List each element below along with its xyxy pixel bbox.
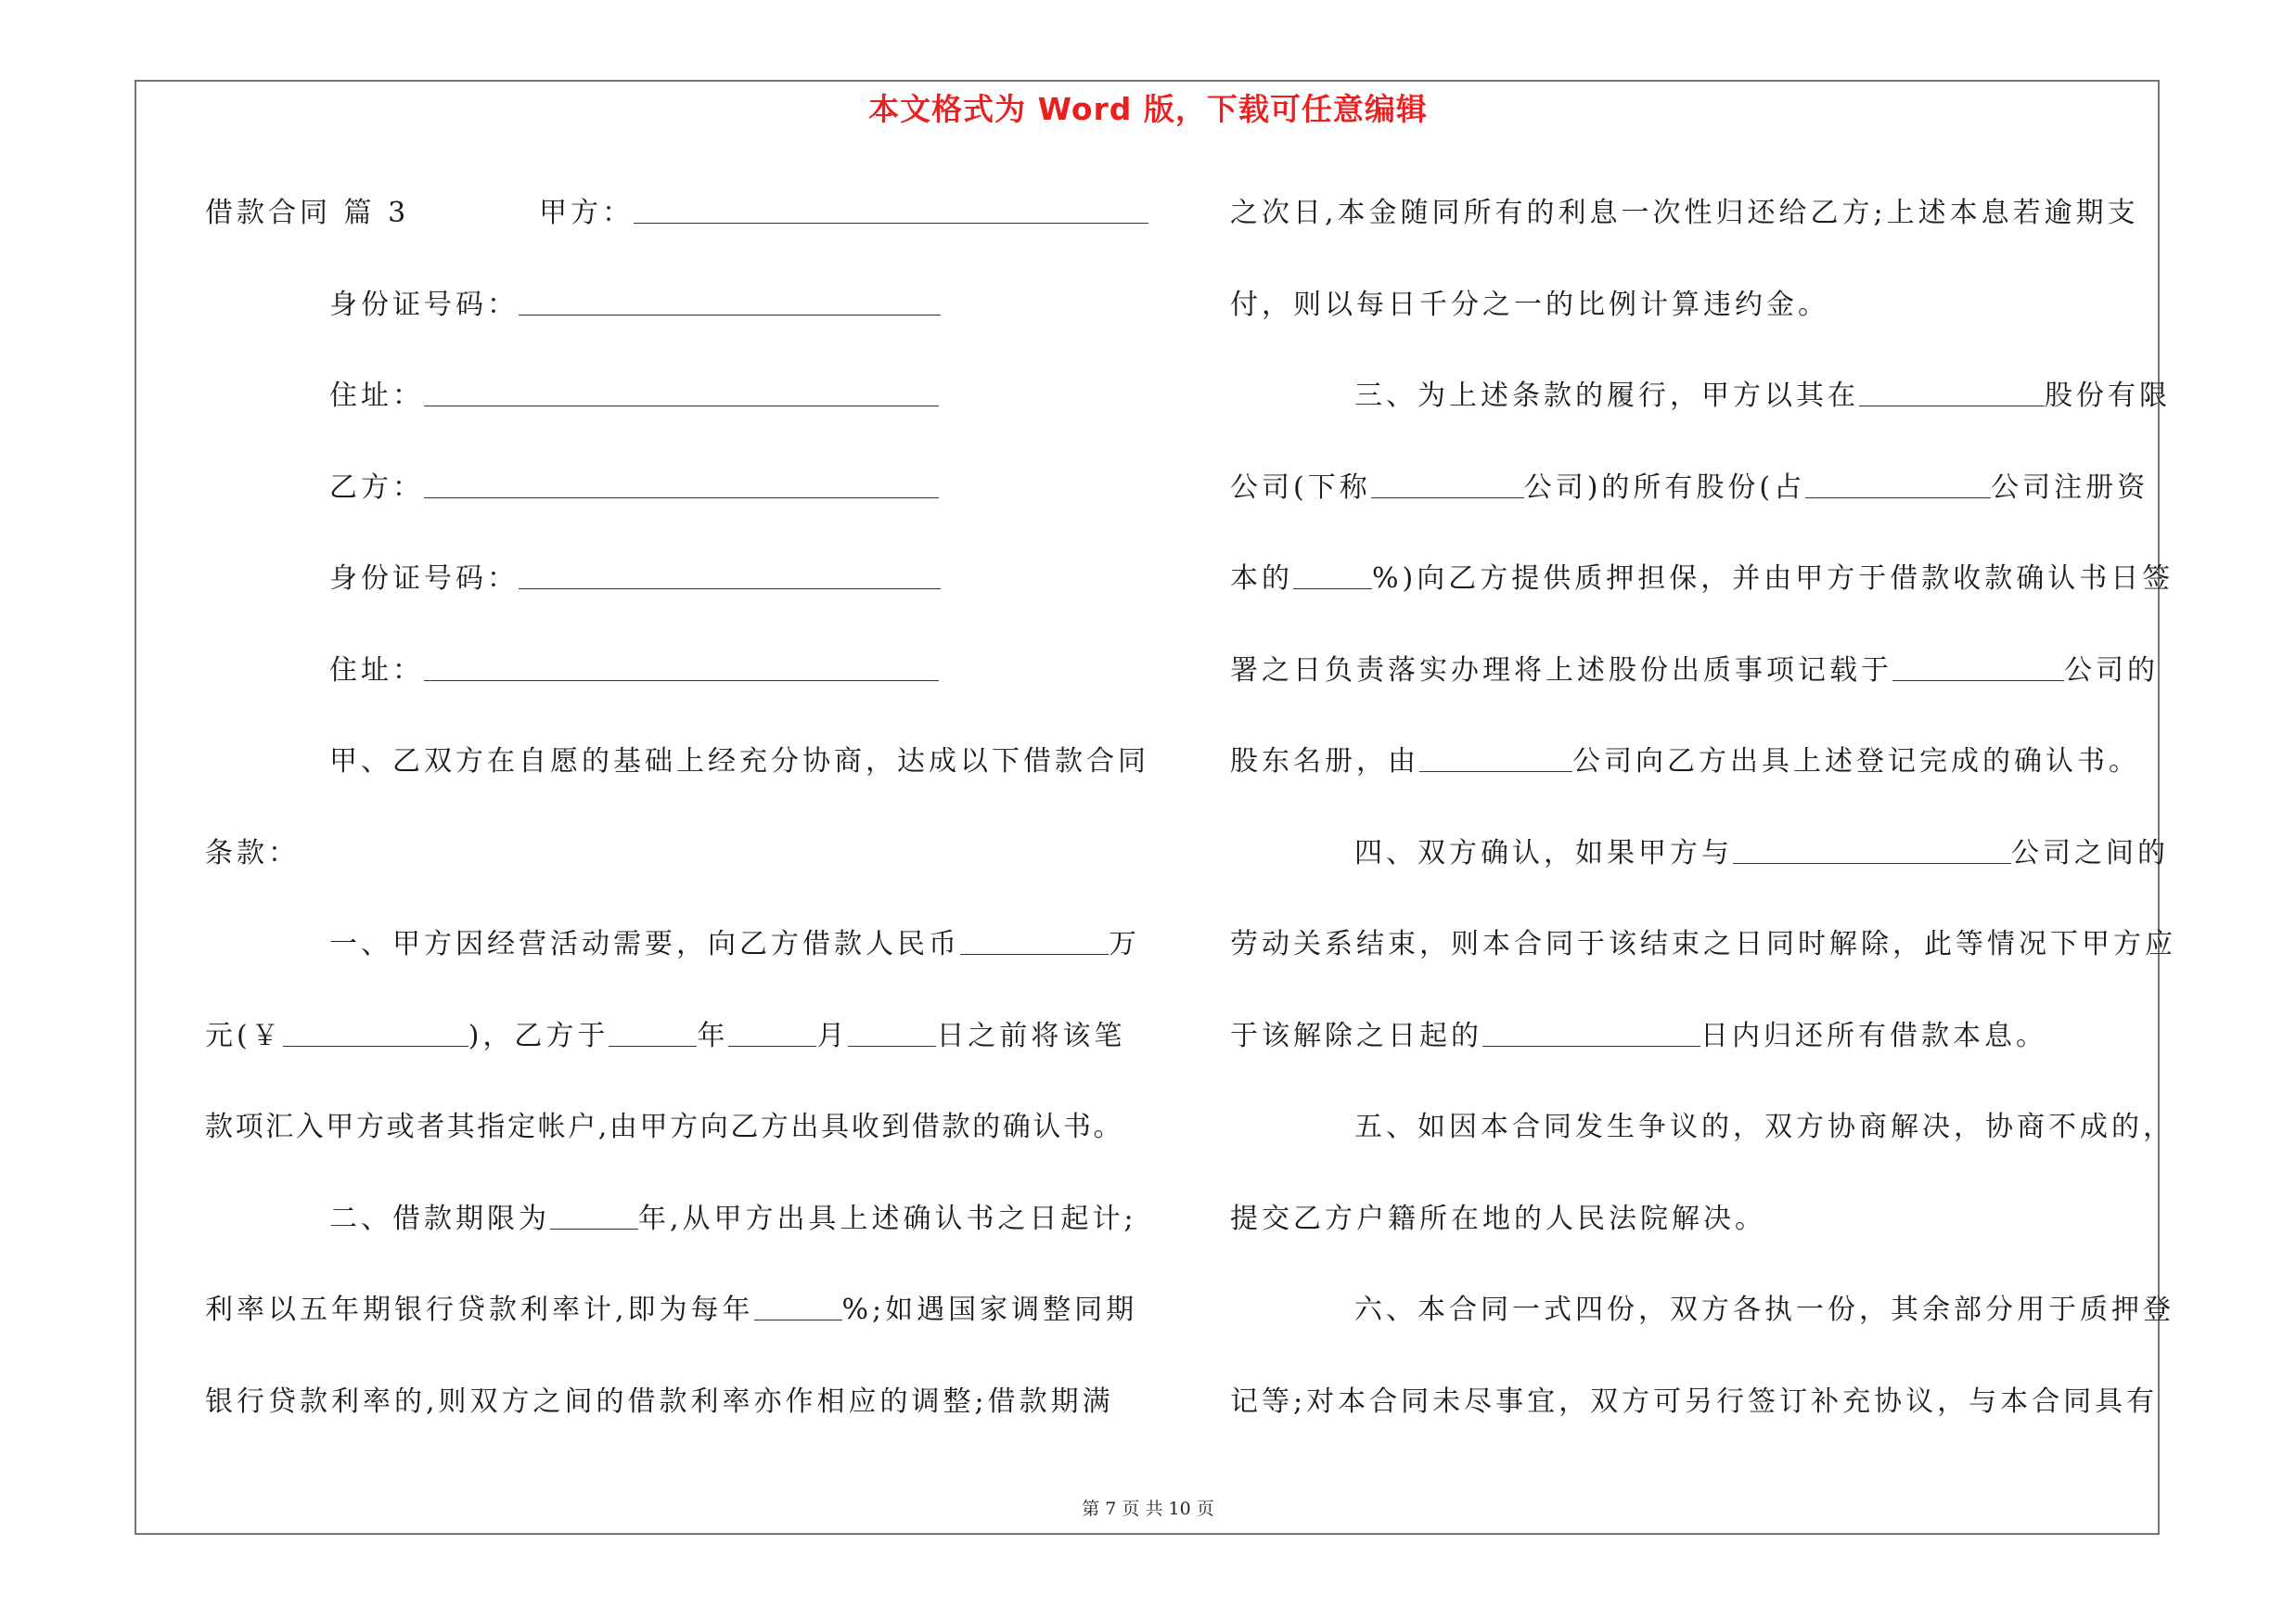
clause-3-line [1230, 725, 2158, 817]
share-company-blank [1805, 475, 1991, 498]
text-segment: 公司(下称 [1230, 470, 1371, 504]
year-blank [609, 1024, 697, 1047]
line-party-b [205, 451, 1133, 543]
paragraph-line: 付，则以每日千分之一的比例计算违约金。 [1230, 288, 1829, 321]
text-segment: )，乙方于 [468, 1019, 609, 1052]
text-segment: 公司)的所有股份(占 [1523, 470, 1806, 504]
day-blank [848, 1024, 936, 1047]
paragraph-line: 条款： [205, 836, 300, 869]
text-segment: 股东名册，由 [1230, 745, 1419, 778]
text-segment: 日之前将该笔 [936, 1019, 1126, 1052]
employer-company-blank [1733, 841, 2011, 864]
text-segment: 万 [1109, 928, 1140, 960]
id-a-label: 身份证号码： [329, 288, 519, 321]
clause-2-line [205, 1182, 1137, 1274]
amount-number-blank [283, 1024, 468, 1047]
text-segment: 年,从甲方出具上述确认书之日起计; [638, 1202, 1137, 1235]
id-a-blank [519, 292, 941, 316]
party-a-label: 甲方： [539, 197, 635, 229]
text-segment: 月 [816, 1019, 849, 1052]
paragraph-line: 之次日,本金随同所有的利息一次性归还给乙方;上述本息若逾期支 [1230, 197, 2139, 229]
clause-3-line [1230, 359, 2171, 451]
line-id-a [205, 268, 1133, 360]
text-segment: 元(￥ [205, 1019, 283, 1052]
amount-blank [960, 932, 1109, 955]
days-blank [1482, 1024, 1700, 1047]
text-segment: 二、借款期限为 [329, 1202, 550, 1235]
party-b-label: 乙方： [329, 470, 424, 504]
clause-3-line [1230, 542, 2174, 634]
text-segment: 公司向乙方出具上述登记完成的确认书。 [1572, 745, 2140, 778]
clause-2-line [205, 1273, 1138, 1365]
line-title [205, 176, 1133, 268]
term-years-blank [550, 1206, 638, 1230]
party-a-blank [634, 200, 1148, 224]
paragraph-line: 提交乙方户籍所在地的人民法院解决。 [1230, 1202, 1766, 1235]
company-blank [1859, 383, 2045, 406]
line-address-b [205, 634, 1133, 726]
percent-blank [1293, 566, 1372, 589]
text-segment: 公司之间的 [2011, 836, 2169, 869]
clause-3-line [1230, 451, 2158, 543]
line-address-a [205, 359, 1133, 451]
line-id-b [205, 542, 1133, 634]
text-segment: 四、双方确认，如果甲方与 [1354, 836, 1733, 869]
paragraph-line: 五、如因本合同发生争议的，双方协商解决，协商不成的， [1354, 1111, 2174, 1143]
text-segment: 署之日负责落实办理将上述股份出质事项记载于 [1230, 653, 1892, 687]
clause-1-line [205, 908, 1140, 999]
party-b-blank [424, 475, 939, 498]
text-segment: %)向乙方提供质押担保，并由甲方于借款收款确认书日签 [1372, 562, 2174, 595]
clause-4-line [1230, 817, 2169, 908]
left-column [205, 176, 1149, 1456]
text-segment: 本的 [1230, 562, 1293, 595]
register-company-blank [1892, 658, 2064, 681]
id-b-blank [519, 566, 941, 589]
text-segment: 公司注册资 [1991, 470, 2149, 504]
address-a-blank [424, 383, 939, 406]
paragraph-line: 银行贷款利率的,则双方之间的借款利率亦作相应的调整;借款期满 [205, 1385, 1114, 1418]
text-segment: 利率以五年期银行贷款利率计,即为每年 [205, 1294, 754, 1326]
address-b-label: 住址： [329, 653, 424, 687]
text-segment: 年 [697, 1019, 729, 1052]
clause-3-line [1230, 634, 2158, 726]
paragraph-line: 甲、乙双方在自愿的基础上经充分协商，达成以下借款合同 [329, 745, 1149, 778]
right-column [1230, 176, 2176, 1456]
clause-1-line [205, 999, 1133, 1091]
page-number: 第 7 页 共 10 页 [1082, 1499, 1214, 1519]
address-b-blank [424, 658, 939, 681]
paragraph-line: 劳动关系结束，则本合同于该结束之日同时解除，此等情况下甲方应 [1230, 928, 2176, 960]
paragraph-line: 款项汇入甲方或者其指定帐户,由甲方向乙方出具收到借款的确认书。 [205, 1111, 1124, 1143]
format-banner: 本文格式为 Word 版，下载可任意编辑 [868, 91, 1428, 127]
paragraph-line: 记等;对本合同未尽事宜，双方可另行签订补充协议，与本合同具有 [1230, 1385, 2159, 1418]
address-a-label: 住址： [329, 380, 424, 412]
paragraph-line: 六、本合同一式四份，双方各执一份，其余部分用于质押登 [1354, 1294, 2174, 1326]
text-segment: 一、甲方因经营活动需要，向乙方借款人民币 [329, 928, 960, 960]
id-b-label: 身份证号码： [329, 562, 519, 595]
text-segment: 日内归还所有借款本息。 [1700, 1019, 2047, 1052]
text-segment: 公司的 [2064, 653, 2159, 687]
section-title: 借款合同 篇 3 [205, 197, 410, 229]
text-segment: %;如遇国家调整同期 [841, 1294, 1138, 1326]
short-name-blank [1371, 475, 1524, 498]
text-segment: 股份有限 [2045, 380, 2171, 412]
clause-4-line [1230, 999, 2158, 1091]
rate-blank [754, 1297, 842, 1320]
month-blank [728, 1024, 816, 1047]
text-segment: 三、为上述条款的履行，甲方以其在 [1354, 380, 1859, 412]
issuer-company-blank [1419, 749, 1572, 772]
text-segment: 于该解除之日起的 [1230, 1019, 1482, 1052]
